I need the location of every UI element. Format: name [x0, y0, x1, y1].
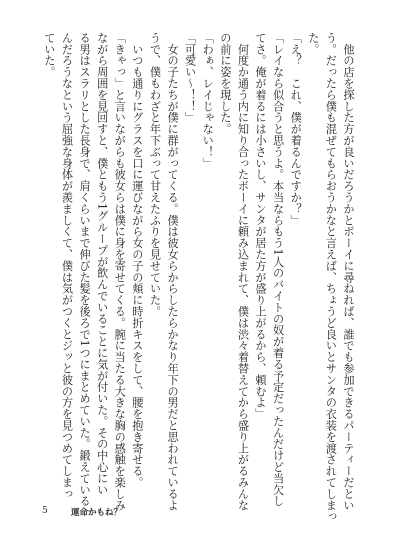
page-footer: [0, 506, 400, 526]
text-column: る男はスラリとした長身で、肩くらいまで伸びた髪を後ろで1つにまとめていた。鍛えている: [78, 32, 92, 507]
text-column: んだろうなという屈強な身体が羨ましくて、僕は気がつくとジッと彼の方を見つめてしまっ: [60, 32, 74, 500]
text-column: の前に姿を現した。: [218, 32, 232, 135]
text-column: いつも通りにグラスを口に運びながら女の子の頬に時折キスをして、腰を抱き寄せる。: [130, 32, 144, 488]
text-column: 何度か通う内に知り合ったボーイに頼み込まれて、僕は渋々着替えてから盛り上がるみんな: [236, 32, 250, 511]
text-column: ていた。: [42, 32, 56, 78]
text-column: 「きゃっ」と言いながらも彼女らは僕に身を寄せてくる。腕に当たる大きな胸の感触を楽しみ: [113, 32, 127, 511]
page-number: 5: [42, 506, 48, 516]
running-title: 運命かもね？: [71, 508, 123, 518]
text-column: てさ。俺が着るには小さいし、サンタが居た方が盛り上がるから、頼むよ」: [254, 32, 268, 420]
text-column: 「わぁ、レイじゃない！」: [201, 32, 215, 169]
text-column: う。だったら僕も混ぜてもらおうかなと言えば、ちょうど良いとサンタの衣装を渡されてしまっ: [324, 32, 338, 523]
text-column: 「え？ これ、僕が着るんですか？」: [289, 32, 303, 226]
text-column: 女の子たちが僕に群がってくる。僕は彼女らからしたらかなり年下の男だと思われているよ: [166, 32, 180, 511]
text-column: うで、僕もわざと年下ぶって甘えたふりを見せていた。: [148, 32, 162, 317]
text-column: 他の店を探した方が良いだろうかとボーイに尋ねれば、誰でも参加できるパーティーだとい: [342, 32, 355, 511]
text-column: 「可愛い～！！」: [183, 32, 197, 124]
text-column: 「レイなら似合うと思うよ。本当ならもう1人のバイトの奴が着る予定だったんだけど当欠し: [271, 32, 285, 507]
text-column: ながら周囲を見回すと、僕ともう1グループが飲んでいることに気が付いた。その中心にい: [95, 32, 109, 496]
text-column: た。: [306, 32, 320, 55]
